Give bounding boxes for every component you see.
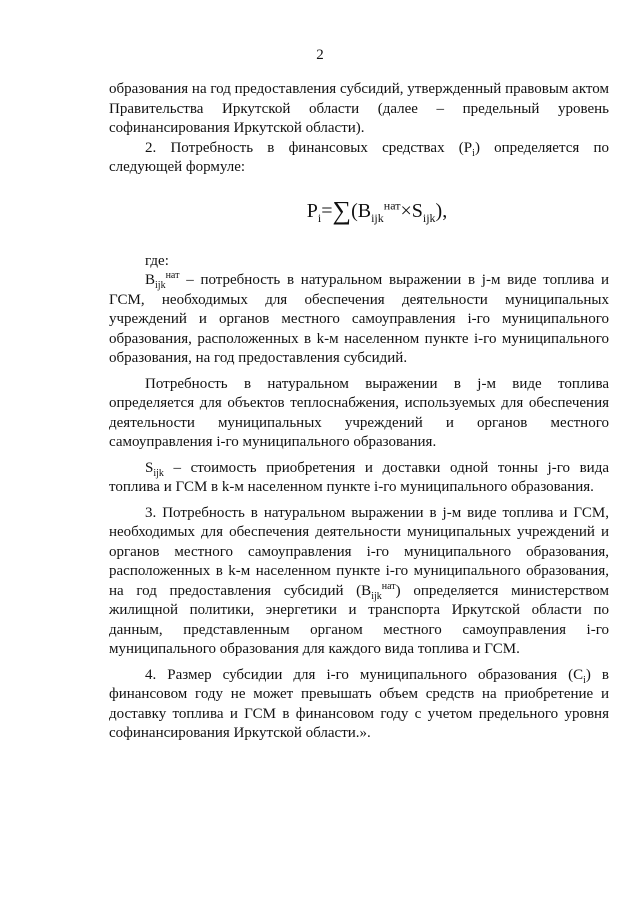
- def-s-text: – стоимость приобретения и доставки одной тонны j-го вида топлива и ГСМ в k-м населенном пункте i-го муниципального образования.: [109, 459, 609, 495]
- def-s-symbol: S: [145, 459, 154, 476]
- def-b-sub: ijk: [155, 280, 166, 291]
- paragraph-item-2: [109, 139, 609, 178]
- formula-s-sub: ijk: [422, 210, 436, 225]
- definition-b: [109, 271, 609, 369]
- where-label: где:: [145, 252, 169, 269]
- item4-text-start: 4. Размер субсидии для i-го муниципального образования (C: [145, 666, 584, 683]
- formula-p: P: [306, 199, 318, 222]
- paragraph-item-3: [109, 504, 609, 660]
- paragraph-need: Потребность в натуральном выражении в j-м виде топлива определяется для объектов теплоснабжения, используемых для обеспечения деятельности муниципальных учреждений и органов местного самоуправления i-го муниципального образования.: [109, 375, 609, 450]
- item3-sub: ijk: [371, 590, 382, 602]
- formula-b-sup: нат: [383, 197, 401, 212]
- item2-text-end: ) определяется по следующей формуле:: [109, 139, 610, 175]
- document-body: [109, 80, 609, 744]
- paragraph-intro: образования на год предоставления субсидий, утвержденный правовым актом Правительства Иркутской области (далее – предельный уровень софинансирования Иркутской области).: [109, 81, 609, 136]
- formula-b: (B: [351, 199, 372, 222]
- formula-sigma: ∑: [332, 195, 352, 225]
- item4-text-end: ) в финансовом году не может превышать объем средств на приобретение и доставку топлива и ГСМ в финансовом году с учетом предельного уровня софинансирования Иркутской области.».: [109, 666, 609, 741]
- def-b-symbol: B: [145, 272, 156, 288]
- item3-text-start: 3. Потребность в натуральном выражении в j-м виде топлива и ГСМ, необходимых для обеспечения деятельности муниципальных учреждений и органов местного самоуправления i-го муниципального образования, расположенных в k-м населенном пункте i-го муниципального образования, на год предоставления субсидий (B: [109, 504, 609, 599]
- paragraph-item-4: [109, 666, 609, 744]
- item3-text-end: ) определяется министерством жилищной политики, энергетики и транспорта Иркутской области по данным, представленным органом местного самоуправления i-го муниципального образования для каждого вида топлива и ГСМ.: [109, 582, 609, 657]
- item2-text-start: 2. Потребность в финансовых средствах (P: [145, 139, 473, 156]
- item2-subscript: i: [472, 147, 475, 159]
- def-s-sub: ijk: [153, 467, 164, 479]
- formula: [109, 195, 609, 225]
- formula-equals: =: [321, 199, 333, 222]
- item4-sub: i: [583, 674, 586, 686]
- formula-close: ),: [435, 199, 448, 222]
- def-b-text: – потребность в натуральном выражении в j-м виде топлива и ГСМ, необходимых для обеспечения деятельности муниципальных учреждений и органов местного самоуправления i-го муниципального образования, расположенных в k-м населенном пункте i-го муниципального образования, на год предоставления субсидий.: [109, 272, 609, 366]
- page-number: 2: [316, 47, 324, 63]
- def-b-sup: нат: [165, 270, 180, 281]
- formula-times-s: ×S: [400, 199, 423, 222]
- definition-s: [109, 459, 609, 498]
- formula-p-sub: i: [317, 210, 322, 225]
- formula-b-sub: ijk: [371, 210, 384, 225]
- item3-sup: нат: [381, 580, 396, 592]
